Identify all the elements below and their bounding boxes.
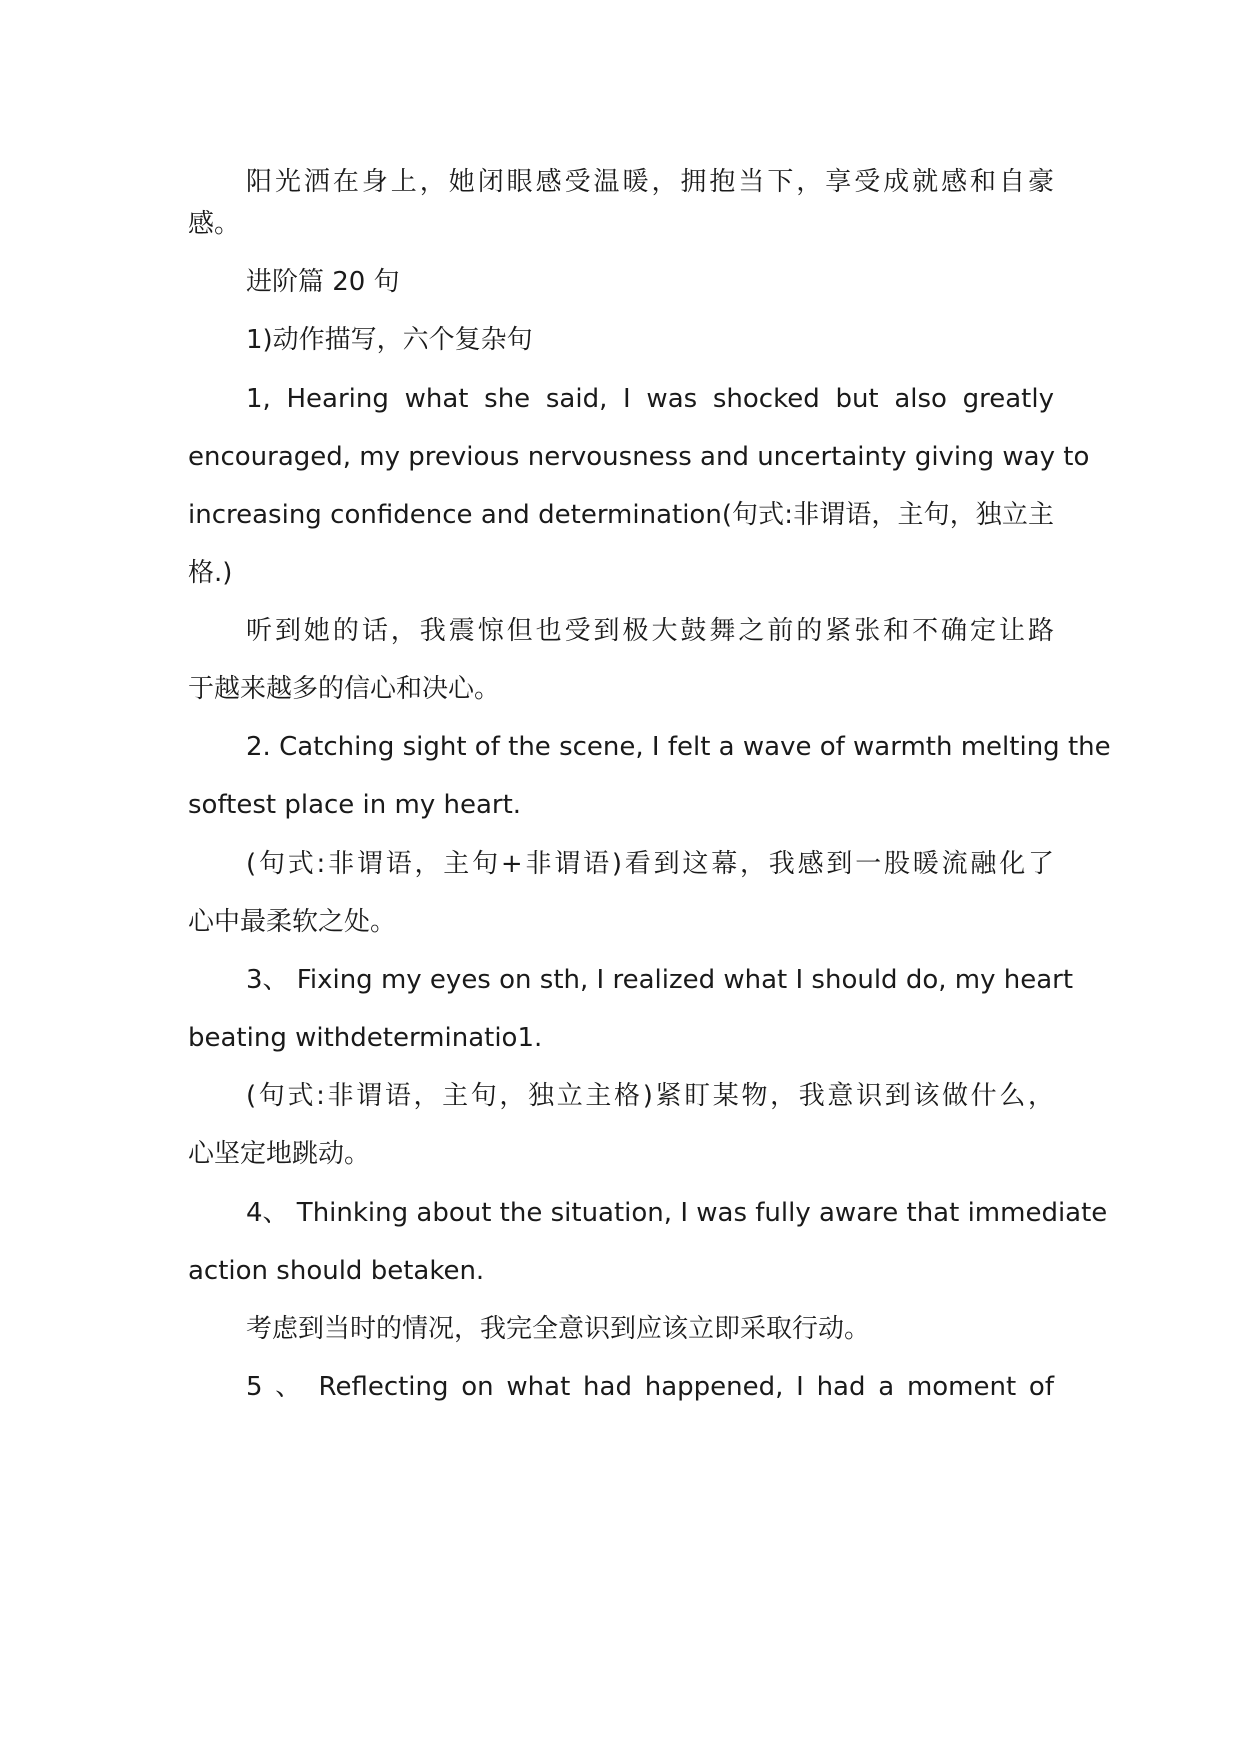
paragraph-line: 心中最柔软之处。 <box>188 907 397 937</box>
paragraph-line: 5 、 Reflecting on what had happened, I had a moment of <box>246 1372 1054 1402</box>
paragraph-line: 感。 <box>188 209 241 239</box>
paragraph-line: 2. Catching sight of the scene, I felt a wave of warmth melting the <box>246 732 1111 762</box>
paragraph-line: 心坚定地跳动。 <box>188 1139 371 1169</box>
paragraph-line: 听到她的话，我震惊但也受到极大鼓舞之前的紧张和不确定让路 <box>246 616 1054 646</box>
paragraph-line: softest place in my heart. <box>188 790 522 820</box>
paragraph-line: (句式:非谓语，主句，独立主格)紧盯某物，我意识到该做什么， <box>246 1081 1054 1111</box>
paragraph-line: action should betaken. <box>188 1256 485 1286</box>
paragraph-line: 4、 Thinking about the situation, I was fully aware that immediate <box>246 1198 1108 1228</box>
paragraph-line: 阳光洒在身上，她闭眼感受温暖，拥抱当下，享受成就感和自豪 <box>246 167 1054 197</box>
paragraph-line: 于越来越多的信心和决心。 <box>188 674 501 704</box>
subsection-heading: 1)动作描写，六个复杂句 <box>246 325 533 355</box>
paragraph-line: 考虑到当时的情况，我完全意识到应该立即采取行动。 <box>246 1314 871 1344</box>
paragraph-line: 3、 Fixing my eyes on sth, I realized what I should do, my heart <box>246 965 1074 995</box>
section-heading: 进阶篇 20 句 <box>246 267 400 297</box>
paragraph-line: 1, Hearing what she said, I was shocked but also greatly <box>246 384 1054 414</box>
paragraph-line: 格.) <box>188 558 233 588</box>
paragraph-line: increasing confidence and determination(句式:非谓语，主句，独立主 <box>188 500 1054 530</box>
paragraph-line: beating withdeterminatio1. <box>188 1023 543 1053</box>
paragraph-line: encouraged, my previous nervousness and uncertainty giving way to <box>188 442 1090 472</box>
paragraph-line: (句式:非谓语，主句+非谓语)看到这幕，我感到一股暖流融化了 <box>246 849 1054 879</box>
